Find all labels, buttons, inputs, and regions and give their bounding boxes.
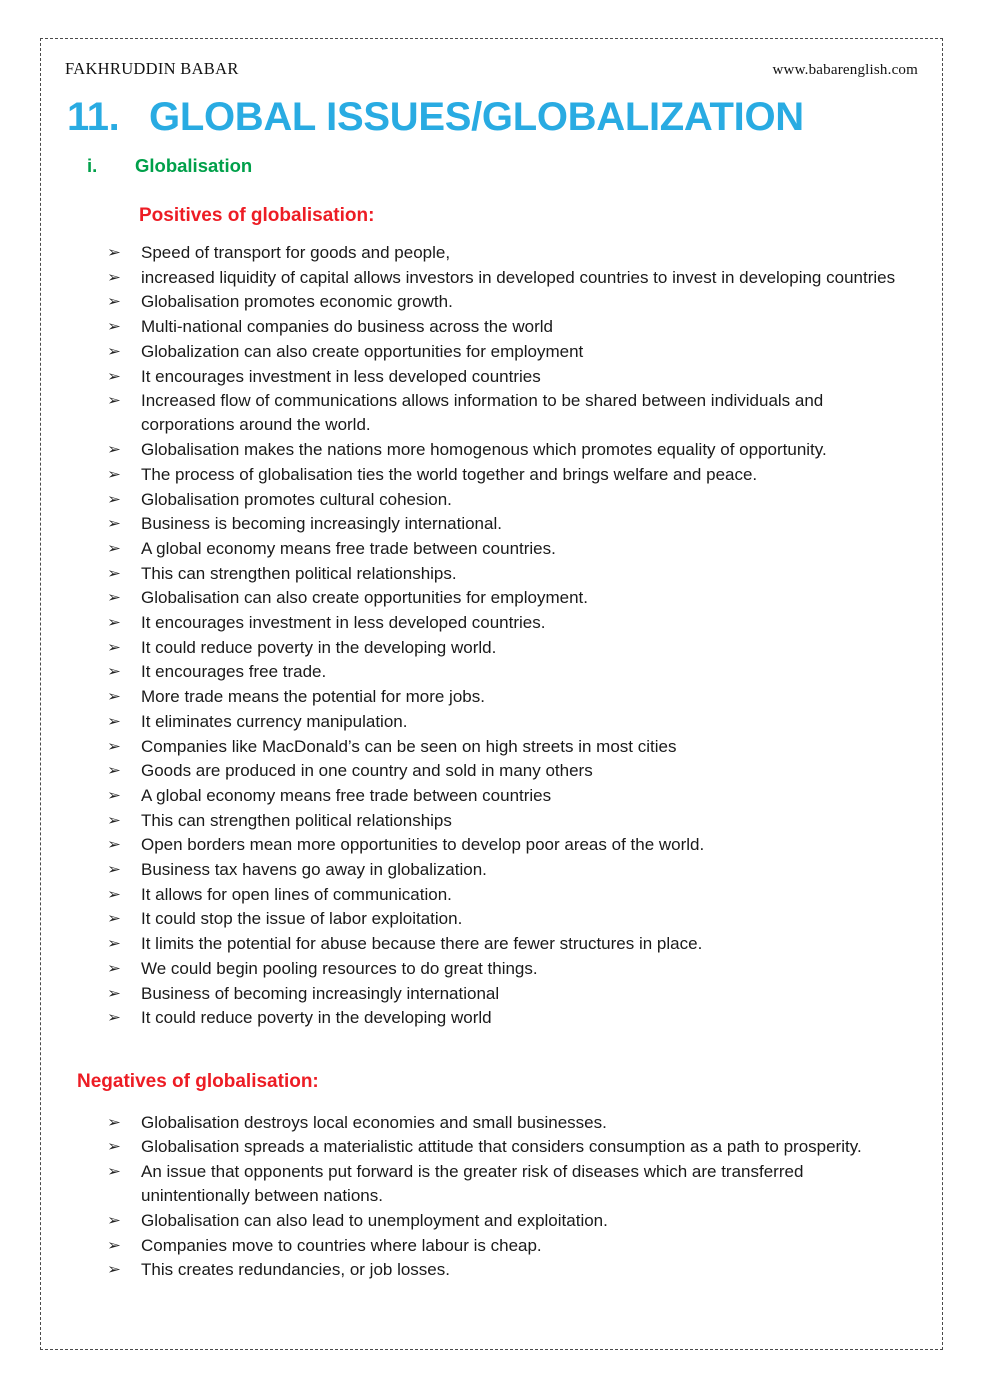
list-item — [107, 833, 922, 857]
list-item — [107, 586, 922, 610]
arrow-bullet-icon: ➢ — [107, 245, 121, 261]
arrow-bullet-icon: ➢ — [107, 442, 121, 459]
arrow-bullet-icon: ➢ — [107, 713, 121, 730]
arrow-bullet-icon: ➢ — [107, 812, 121, 829]
list-item-text: An issue that opponents put forward is the greater risk of diseases which are transferred unintentionally between nations. — [141, 1161, 804, 1206]
arrow-bullet-icon: ➢ — [107, 343, 121, 360]
list-item-text: Goods are produced in one country and sold in many others — [141, 761, 593, 781]
subsection-marker: i. — [87, 155, 98, 176]
list-item-text: We could begin pooling resources to do great things. — [141, 958, 538, 978]
list-item — [107, 858, 922, 882]
page-content — [41, 39, 944, 1351]
arrow-bullet-icon: ➢ — [107, 1237, 121, 1254]
subsection-label: Globalisation — [135, 155, 253, 176]
arrow-bullet-icon: ➢ — [107, 590, 121, 607]
list-item — [107, 1135, 922, 1159]
arrow-bullet-icon: ➢ — [107, 1114, 121, 1131]
website-url: www.babarenglish.com — [772, 62, 918, 78]
list-item-text: Business tax havens go away in globalization. — [141, 860, 487, 880]
list-item — [107, 315, 922, 339]
list-item — [107, 488, 922, 512]
arrow-bullet-icon: ➢ — [107, 960, 121, 977]
list-item — [107, 1209, 922, 1233]
arrow-bullet-icon: ➢ — [107, 1163, 121, 1180]
page-title — [63, 95, 922, 140]
positives-list — [63, 241, 922, 1031]
list-item-text: It could reduce poverty in the developing world — [141, 1008, 492, 1028]
list-item-text: Increased flow of communications allows information to be shared between individuals and corporations around the world. — [141, 391, 824, 435]
arrow-bullet-icon: ➢ — [107, 936, 121, 953]
list-item-text: It encourages investment in less developed countries. — [141, 613, 546, 633]
arrow-bullet-icon: ➢ — [107, 491, 121, 508]
negatives-heading: Negatives of globalisation: — [77, 1070, 319, 1092]
arrow-bullet-icon: ➢ — [107, 466, 121, 483]
subsection-globalisation — [63, 155, 922, 177]
list-item-text: It encourages free trade. — [141, 662, 327, 682]
list-item — [107, 290, 922, 314]
list-item-text: Globalization can also create opportunities for employment — [141, 341, 584, 361]
list-item-text: Speed of transport for goods and people, — [141, 243, 451, 262]
arrow-bullet-icon: ➢ — [107, 516, 121, 533]
list-item-text: Globalisation can also lead to unemployment and exploitation. — [141, 1210, 608, 1230]
list-item-text: Globalisation can also create opportunities for employment. — [141, 588, 588, 608]
list-item-text: Globalisation promotes cultural cohesion. — [141, 489, 452, 509]
arrow-bullet-icon: ➢ — [107, 615, 121, 632]
list-item — [107, 241, 922, 265]
list-item-text: Companies like MacDonald’s can be seen on high streets in most cities — [141, 736, 677, 756]
list-item — [107, 1006, 922, 1030]
page-title-number: 11. — [67, 95, 120, 139]
list-item-text: Globalisation destroys local economies and small businesses. — [141, 1112, 607, 1132]
list-item — [107, 389, 922, 437]
negatives-list — [63, 1111, 922, 1283]
list-item-text: Globalisation spreads a materialistic attitude that considers consumption as a path to prosperity. — [141, 1137, 862, 1157]
list-item — [107, 982, 922, 1006]
arrow-bullet-icon: ➢ — [107, 763, 121, 780]
list-item-text: Open borders mean more opportunities to develop poor areas of the world. — [141, 835, 705, 855]
list-item — [107, 784, 922, 808]
arrow-bullet-icon: ➢ — [107, 1010, 121, 1027]
positives-heading: Positives of globalisation: — [139, 205, 375, 226]
list-item — [107, 512, 922, 536]
list-item — [107, 266, 922, 290]
list-item-text: The process of globalisation ties the world together and brings welfare and peace. — [141, 464, 758, 484]
arrow-bullet-icon: ➢ — [107, 738, 121, 755]
arrow-bullet-icon: ➢ — [107, 269, 121, 286]
arrow-bullet-icon: ➢ — [107, 1212, 121, 1229]
list-item — [107, 463, 922, 487]
list-item-text: A global economy means free trade between countries. — [141, 538, 556, 558]
list-item — [107, 636, 922, 660]
list-item — [107, 883, 922, 907]
arrow-bullet-icon: ➢ — [107, 837, 121, 854]
author-name: FAKHRUDDIN BABAR — [65, 59, 239, 78]
list-item-text: It limits the potential for abuse because there are fewer structures in place. — [141, 934, 703, 954]
list-item — [107, 438, 922, 462]
list-item-text: More trade means the potential for more jobs. — [141, 687, 485, 707]
list-item — [107, 735, 922, 759]
list-item — [107, 365, 922, 389]
arrow-bullet-icon: ➢ — [107, 294, 121, 311]
list-item-text: It could reduce poverty in the developing world. — [141, 637, 497, 657]
list-item-text: increased liquidity of capital allows investors in developed countries to invest in developing countries — [141, 267, 896, 287]
list-item — [107, 710, 922, 734]
list-item-text: Globalisation makes the nations more homogenous which promotes equality of opportunity. — [141, 440, 827, 460]
list-item — [107, 907, 922, 931]
list-item — [107, 1160, 922, 1208]
arrow-bullet-icon: ➢ — [107, 368, 121, 385]
list-item — [107, 932, 922, 956]
list-item-text: It allows for open lines of communication. — [141, 884, 452, 904]
arrow-bullet-icon: ➢ — [107, 985, 121, 1002]
list-item — [107, 562, 922, 586]
arrow-bullet-icon: ➢ — [107, 565, 121, 582]
arrow-bullet-icon: ➢ — [107, 664, 121, 681]
page-title-text: GLOBAL ISSUES/GLOBALIZATION — [149, 95, 804, 139]
arrow-bullet-icon: ➢ — [107, 639, 121, 656]
list-item-text: Multi-national companies do business across the world — [141, 317, 553, 337]
list-item — [107, 340, 922, 364]
list-item-text: A global economy means free trade between countries — [141, 785, 552, 805]
list-item — [107, 1111, 922, 1135]
arrow-bullet-icon: ➢ — [107, 787, 121, 804]
arrow-bullet-icon: ➢ — [107, 393, 121, 410]
list-item — [107, 537, 922, 561]
list-item — [107, 685, 922, 709]
list-item-text: Business of becoming increasingly international — [141, 983, 500, 1003]
arrow-bullet-icon: ➢ — [107, 886, 121, 903]
list-item-text: It encourages investment in less developed countries — [141, 366, 541, 386]
list-item-text: It could stop the issue of labor exploitation. — [141, 909, 463, 929]
list-item-text: Globalisation promotes economic growth. — [141, 292, 453, 312]
list-item-text: It eliminates currency manipulation. — [141, 711, 408, 731]
list-item-text: Companies move to countries where labour is cheap. — [141, 1235, 542, 1255]
arrow-bullet-icon: ➢ — [107, 862, 121, 879]
list-item — [107, 759, 922, 783]
arrow-bullet-icon: ➢ — [107, 540, 121, 557]
page-border — [40, 38, 943, 1350]
list-item — [107, 957, 922, 981]
list-item — [107, 1258, 922, 1282]
list-item — [107, 660, 922, 684]
list-item-text: This creates redundancies, or job losses. — [141, 1260, 450, 1280]
list-item — [107, 1234, 922, 1258]
arrow-bullet-icon: ➢ — [107, 1139, 121, 1156]
list-item — [107, 611, 922, 635]
arrow-bullet-icon: ➢ — [107, 319, 121, 336]
list-item — [107, 809, 922, 833]
document-header — [63, 59, 922, 79]
arrow-bullet-icon: ➢ — [107, 689, 121, 706]
list-item-text: This can strengthen political relationships. — [141, 563, 457, 583]
arrow-bullet-icon: ➢ — [107, 911, 121, 928]
list-item-text: This can strengthen political relationships — [141, 810, 452, 830]
arrow-bullet-icon: ➢ — [107, 1262, 121, 1279]
list-item-text: Business is becoming increasingly international. — [141, 514, 502, 534]
